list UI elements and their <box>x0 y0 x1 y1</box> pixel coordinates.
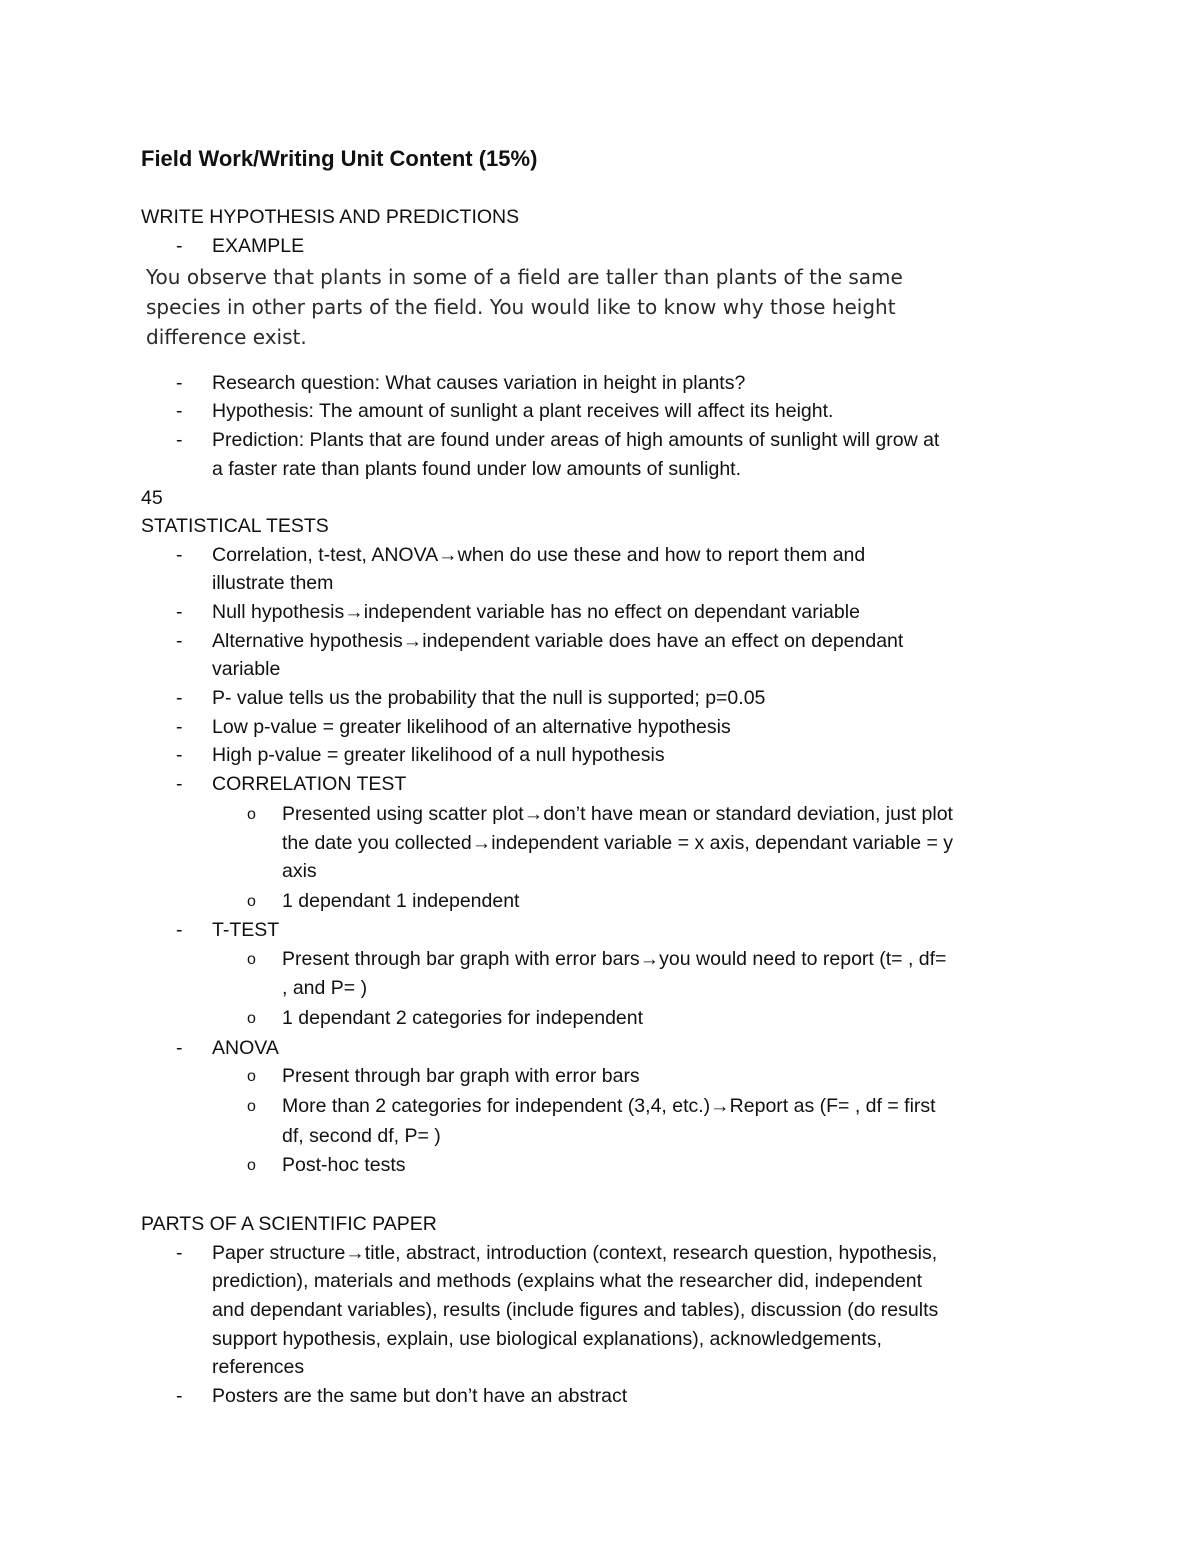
correlation-scatter-cont: axis <box>282 860 317 882</box>
stats-bullet-tests-cont: illustrate them <box>212 572 334 594</box>
anova-report-cont: df, second df, P= ) <box>282 1125 441 1147</box>
paper-structure-cont: and dependant variables), results (include figures and tables), discussion (do results <box>212 1299 939 1321</box>
example-text-line: species in other parts of the field. You would like to know why those height <box>146 295 896 319</box>
anova-post-hoc: Post-hoc tests <box>282 1154 406 1176</box>
ttest-bar-graph: Present through bar graph with error bars→you would need to report (t= , df= <box>282 948 947 970</box>
bullet-dash: - <box>176 773 183 795</box>
bullet-dash: - <box>176 235 183 257</box>
correlation-scatter-cont: the date you collected→independent variable = x axis, dependant variable = y <box>282 832 954 854</box>
ttest-label: T-TEST <box>212 919 280 941</box>
correlation-variables: 1 dependant 1 independent <box>282 890 520 912</box>
anova-label: ANOVA <box>212 1037 279 1059</box>
stats-bullet-null: Null hypothesis→independent variable has no effect on dependant variable <box>212 601 860 623</box>
sub-bullet-circle: o <box>247 1068 256 1085</box>
posters-note: Posters are the same but don’t have an abstract <box>212 1385 628 1407</box>
bullet-dash: - <box>176 687 183 709</box>
bullet-dash: - <box>176 744 183 766</box>
paper-structure-cont: support hypothesis, explain, use biological explanations), acknowledgements, <box>212 1328 882 1350</box>
paper-structure-cont: references <box>212 1356 305 1378</box>
section-heading-paper: PARTS OF A SCIENTIFIC PAPER <box>141 1213 437 1235</box>
bullet-dash: - <box>176 630 183 652</box>
ttest-bar-graph-cont: , and P= ) <box>282 977 368 999</box>
anova-report: More than 2 categories for independent (3,4, etc.)→Report as (F= , df = first <box>282 1095 936 1117</box>
sub-bullet-circle: o <box>247 1157 256 1174</box>
bullet-dash: - <box>176 716 183 738</box>
correlation-scatter: Presented using scatter plot→don’t have mean or standard deviation, just plot <box>282 803 953 825</box>
prediction-statement: Prediction: Plants that are found under areas of high amounts of sunlight will grow at <box>212 429 940 451</box>
bullet-dash: - <box>176 429 183 451</box>
stats-bullet-low-p: Low p-value = greater likelihood of an alternative hypothesis <box>212 716 731 738</box>
bullet-dash: - <box>176 400 183 422</box>
section-heading-statistics: STATISTICAL TESTS <box>141 515 329 537</box>
sub-bullet-circle: o <box>247 1098 256 1115</box>
paper-structure: Paper structure→title, abstract, introduction (context, research question, hypothesis, <box>212 1242 938 1264</box>
bullet-dash: - <box>176 601 183 623</box>
sub-bullet-circle: o <box>247 951 256 968</box>
sub-bullet-circle: o <box>247 1010 256 1027</box>
page-number: 45 <box>141 487 163 509</box>
stats-bullet-high-p: High p-value = greater likelihood of a null hypothesis <box>212 744 665 766</box>
bullet-dash: - <box>176 544 183 566</box>
hypothesis-statement: Hypothesis: The amount of sunlight a plant receives will affect its height. <box>212 400 834 422</box>
sub-bullet-circle: o <box>247 806 256 823</box>
prediction-statement-cont: a faster rate than plants found under low amounts of sunlight. <box>212 458 741 480</box>
bullet-dash: - <box>176 1037 183 1059</box>
correlation-label: CORRELATION TEST <box>212 773 407 795</box>
section-heading-hypothesis: WRITE HYPOTHESIS AND PREDICTIONS <box>141 206 520 228</box>
bullet-dash: - <box>176 1385 183 1407</box>
example-text-line: You observe that plants in some of a field are taller than plants of the same <box>146 265 903 289</box>
example-label: EXAMPLE <box>212 235 305 257</box>
bullet-dash: - <box>176 372 183 394</box>
stats-bullet-alternative-cont: variable <box>212 658 281 680</box>
stats-bullet-tests: Correlation, t-test, ANOVA→when do use these and how to report them and <box>212 544 866 566</box>
bullet-dash: - <box>176 919 183 941</box>
bullet-dash: - <box>176 1242 183 1264</box>
example-text-line: difference exist. <box>146 325 307 349</box>
stats-bullet-pvalue: P- value tells us the probability that the null is supported; p=0.05 <box>212 687 766 709</box>
sub-bullet-circle: o <box>247 893 256 910</box>
stats-bullet-alternative: Alternative hypothesis→independent variable does have an effect on dependant <box>212 630 904 652</box>
anova-bar-graph: Present through bar graph with error bars <box>282 1065 640 1087</box>
ttest-variables: 1 dependant 2 categories for independent <box>282 1007 644 1029</box>
research-question: Research question: What causes variation in height in plants? <box>212 372 746 394</box>
paper-structure-cont: prediction), materials and methods (explains what the researcher did, independent <box>212 1270 922 1292</box>
document-title: Field Work/Writing Unit Content (15%) <box>141 146 538 171</box>
